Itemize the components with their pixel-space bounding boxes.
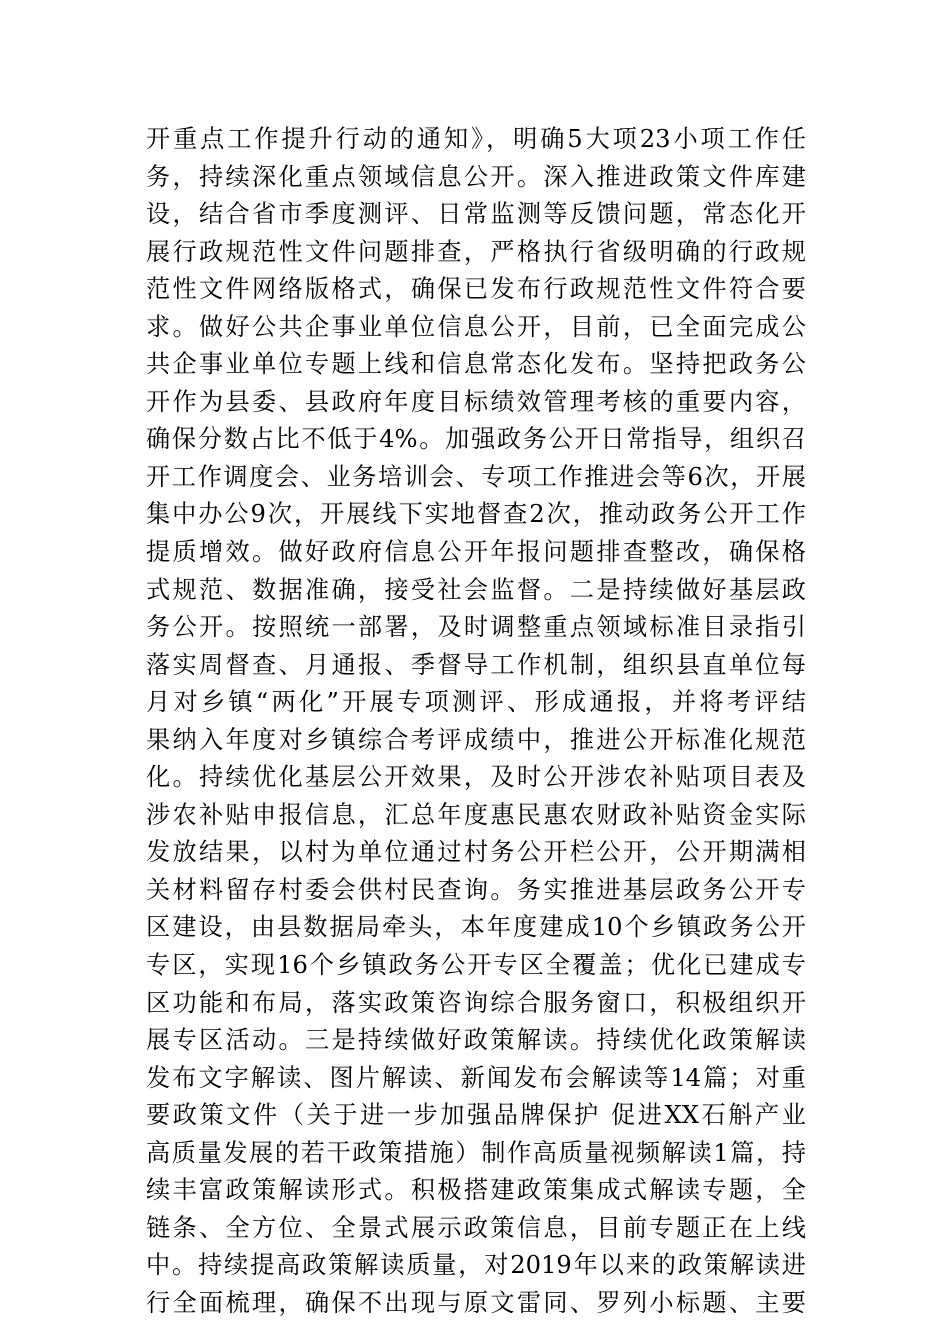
text-line-17: 果纳入年度对乡镇综合考评成绩中，推进公开标准化规范 [146,725,806,754]
text-line-22: 区建设，由县数据局牵头，本年度建成10个乡镇政务公开 [146,913,806,942]
text-line-25: 展专区活动。三是持续做好政策解读。持续优化政策解读 [146,1026,806,1055]
text-line-15: 落实周督查、月通报、季督导工作机制，组织县直单位每 [146,650,806,679]
text-line-28: 高质量发展的若干政策措施）制作高质量视频解读1篇，持 [146,1138,806,1167]
text-line-10: 开工作调度会、业务培训会、专项工作推进会等6次，开展 [146,462,806,491]
text-line-26: 发布文字解读、图片解读、新闻发布会解读等14篇；对重 [146,1063,806,1092]
text-line-8: 开作为县委、县政府年度目标绩效管理考核的重要内容， [146,387,806,416]
text-line-11: 集中办公9次，开展线下实地督查2次，推动政务公开工作 [146,500,806,529]
text-line-20: 发放结果，以村为单位通过村务公开栏公开，公开期满相 [146,838,806,867]
text-line-3: 设，结合省市季度测评、日常监测等反馈问题，常态化开 [146,200,806,229]
text-line-29: 续丰富政策解读形式。积极搭建政策集成式解读专题，全 [146,1176,806,1205]
text-line-13: 式规范、数据准确，接受社会监督。二是持续做好基层政 [146,575,806,604]
text-line-1: 开重点工作提升行动的通知》，明确5大项23小项工作任 [146,125,806,153]
text-line-2: 务，持续深化重点领域信息公开。深入推进政策文件库建 [146,162,806,191]
text-line-27: 要政策文件（关于进一步加强品牌保护 促进XX石斛产业 [146,1101,806,1130]
body-text [146,121,806,1323]
text-line-6: 求。做好公共企事业单位信息公开，目前，已全面完成公 [146,312,806,341]
text-line-9: 确保分数占比不低于4%。加强政务公开日常指导，组织召 [146,425,806,454]
text-line-14: 务公开。按照统一部署，及时调整重点领域标准目录指引 [146,613,806,642]
text-line-31: 中。持续提高政策解读质量，对2019年以来的政策解读进 [146,1251,806,1280]
text-line-30: 链条、全方位、全景式展示政策信息，目前专题正在上线 [146,1213,806,1242]
text-line-7: 共企事业单位专题上线和信息常态化发布。坚持把政务公 [146,350,806,379]
text-line-21: 关材料留存村委会供村民查询。务实推进基层政务公开专 [146,875,806,904]
text-line-4: 展行政规范性文件问题排查，严格执行省级明确的行政规 [146,237,806,266]
text-line-32: 行全面梳理，确保不出现与原文雷同、罗列小标题、主要 [146,1288,806,1317]
text-line-16: 月对乡镇“两化”开展专项测评、形成通报，并将考评结 [146,688,806,717]
text-line-24: 区功能和布局，落实政策咨询综合服务窗口，积极组织开 [146,988,806,1017]
text-line-5: 范性文件网络版格式，确保已发布行政规范性文件符合要 [146,275,806,304]
text-line-23: 专区，实现16个乡镇政务公开专区全覆盖；优化已建成专 [146,951,806,980]
text-line-12: 提质增效。做好政府信息公开年报问题排查整改，确保格 [146,538,806,567]
text-line-19: 涉农补贴申报信息，汇总年度惠民惠农财政补贴资金实际 [146,800,806,829]
text-line-18: 化。持续优化基层公开效果，及时公开涉农补贴项目表及 [146,763,806,792]
